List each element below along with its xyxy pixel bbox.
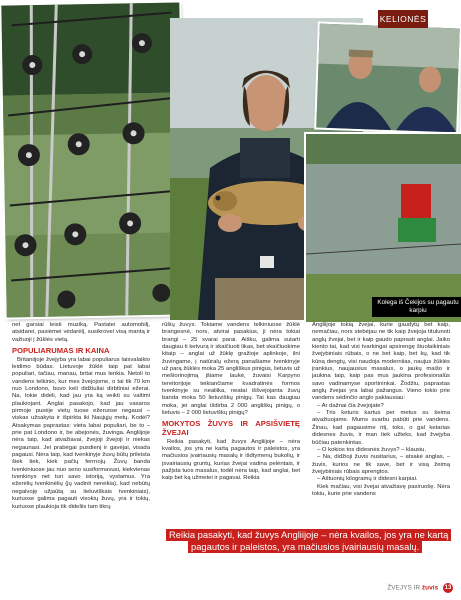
section-tag: KELIONĖS [378,10,428,28]
pullquote-line-1 [0,529,461,541]
lake-illustration [306,134,461,322]
photo-lake-bucket [306,134,461,322]
page-footer [387,583,453,593]
pullquote-line-2 [0,541,461,553]
dialogue-line: – Tris keturis kartus per metus su šeima atvažiuojame. Mums svarbu pabūti prie vandens. Žinau, kad pagausime ritį, toks, o gal ketarias didesnes žuvis, ir man tiek užteks, kad žvejyba būčiau patenkintas. [312,410,450,446]
dialogue-line: – Ar dažnai čia žvejojate? [317,402,384,409]
pullquote-text: pagautos ir paleistos, yra mačiusios įvairiausių masalų. [188,541,422,553]
photo-rod-pod [1,2,184,317]
paragraph: Angliijoje tokią žvejai, kurie gaudytų bet kaip, nemačiau, nors stebėjau ne tik kaip žvejoja titulunoti anglų žvejai, bet ir kaip gaudo paprasti anglai. Jaiko kiento tai, kad visi tvarkingai apsirengę šiuolaikiniais žvejybiniais rūbais, o ne bet kaip, bet kų, kad tik kūną dengtų, visi naudoja moderniias, naujus žūklės įrankius, naujausius masalus, o jaukų maišo ir jaukina taip, kaip pas mus jaukina profesionalūs savo vadinamyse sportininkai. Žodžiu, paprastas anglų žvejas yra labai pažangus. Vieno tokio prie vandens sėdinčio anglo paklausiau: [312,322,450,402]
rod-pod-illustration [1,2,184,317]
two-anglers-illustration [316,24,460,133]
paragraph: Kiek mačiau, visi žvejai atvažiavę pasiruošę. Nėra tokiu, kurie prie vandens [312,483,450,497]
paragraph: rūšių žuvys. Tokiame vandens telkiniuose žūklė brangesnė, nors, atvirai pasakius, ji nėra tokiai brangi – 25 svarai parai. Aišku, galima sutarti daugiau ti ketvurą ir skaičiuoti likas, bet skaičiuokime kitaip – anglai už žūklę gražioje aplinkoje, ilni žuvingame, į natūralų ežerą panašiame tvenkinyje už parą žūklės moka 25 angliškus pinigus, lietuvis už mešiorinojimą įšiame laukė, žuvaisi Karpyno tereitorijoje teikiančiame kvadratinės formos tvenkinyje su nealiika, neatai iššvejojanta žuvų banda moka 50 lietuviškų pinigų. Tai kas daugiau moka, jei anglai išdirba 2 000 angliškų pinigų, o lietuvis – 2 000 lietuviškų pinigų? [162,322,300,417]
subheading-popularity: POPULIARUMAS IR KAINA [12,346,110,356]
dialogue-line: – O kokios tos didesnės žuvys? – klausiu. [317,446,427,453]
paragraph: Reikia pasakyti, kad žuvys Angliijoje – nėra kvailos, jos yra ne kartą pagautos ir paleistos, yra mačiusios įvairiausių masalų ir išdtymenų bukolių, ir įsvairiausių gruntų, kurias žvejai vadina pelėntais, ir pažįsta tuos masalus, todėl nėra taip, kad anglai, bet kaip bet ką užmetei ir pagavai. Reikia [162,438,300,482]
subheading-smart-fish: MOKYTOS ŽUVYS IR APSIŠVIETĘ ŽVEJAI [162,419,300,438]
footer-brand: žuvis [421,584,439,592]
pullquote-text: Reikia pasakyti, kad žuvys Angliijoje – nėra kvailos, jos yra ne kartą [166,529,451,541]
footer-prefix: ŽVEJYS IR [387,584,421,592]
photo-caption: Kolega iš Čekijos su pagautu karpiu [372,297,461,317]
dialogue-line: – Aštuonių kilogramų ir didesni karpiai. [317,476,418,483]
paragraph: net garsiai leisti muziką. Pastatei automobilį, atsidarei, pasiėmei vėdarėlį, susikrovei visą mantą ir važiuoji į žūklės vietą. [12,322,150,343]
photo-two-anglers [316,24,460,133]
paragraph: Britaniijoje žvejyba yra labai populiarus laisvalaikio leidimo būdas. Lietuvoje žūklė taip pat labai populiari, tačiau, manau, britai mus lenkia. Netoli to vandens telkinio, kur mes žvejojome, o tai tik 70 km nuo Londono, buvo keli didžiuliai dirbtiniai ežerai. Na, tokie dideli, kad jau yra ką veikti su valtimi plaukiojant. Anglai pasakojo, kad jau vasaros pirmoje pusėje vietų tuose ežeruose negausi – viskas užsakyta ir išpirkta iki Naujųjų metų. Kodėl? Atsakymas paprastas: vieta labai populiari, be to – prie pat Londono ir, be abejonės, žuvinga. Angliijoje nėra taip, kad atvažiavai, žvejoji žvejoji ir niekas negaunasi. Jei prabėgai pusdienį ir gavėjai, visada pagausi. Nėra taip, kad tvenkinyje žuvų būtų prileista šiek tiek, kiek pačių ferrnojų. Žuvų banda tvenkiniuose jau nuo seno susiformavusi, kiekvienas tvenkinys net turi savo istoriją, vystamus. Yra ežerėlių tvenkinėlių (jų vadinti nereikia), kad nebūtų negalvoję užjaūtą su lietuviškais tvenkiniais), kuriuose galima pagauti visokių žuvų, yra ir tokių, kuriuose plaukioja tik dideliis tam tikrų [12,356,150,510]
dialogue-line: – Na, didžioji žuvis nusitarius, – atsakė anglas, – žuvis, kurios ne tik save, bet ir visą žeimą žvejybiniais rūbais aprengtos. [312,454,450,475]
page-number: 13 [444,585,452,591]
